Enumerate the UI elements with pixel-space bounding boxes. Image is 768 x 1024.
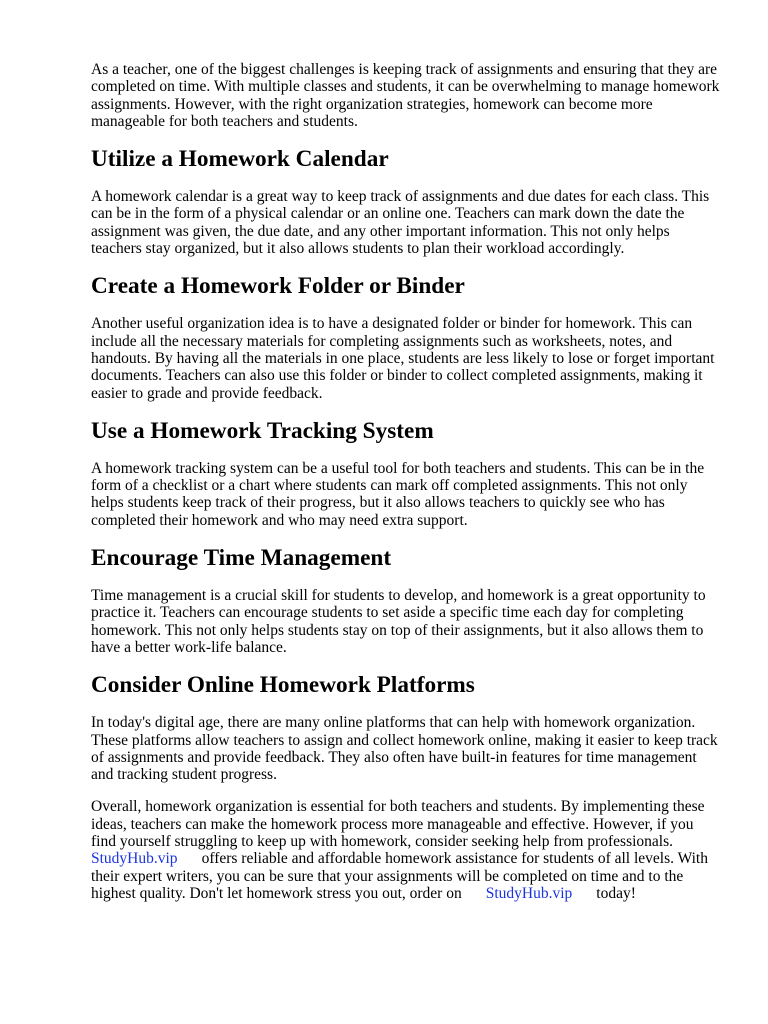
time-management-paragraph — [91, 587, 768, 656]
paragraph-line: These platforms allow teachers to assign and collect homework online, making it easier to keep track — [91, 731, 718, 749]
paragraph-line: teachers stay organized, but it also allows students to plan their workload accordingly. — [91, 240, 625, 258]
paragraph-line: As a teacher, one of the biggest challenges is keeping track of assignments and ensuring that they are — [91, 61, 718, 78]
paragraph-line: helps students keep track of their progress, but it also allows teachers to quickly see who has — [91, 494, 665, 512]
conclusion-paragraph — [91, 798, 768, 902]
paragraph-line: and tracking student progress. — [91, 766, 277, 784]
online-platforms-paragraph — [91, 714, 768, 783]
paragraph-line: form of a checklist or a chart where students can mark off completed assignments. This not only — [91, 477, 688, 495]
paragraph-line: can be in the form of a physical calendar or an online one. Teachers can mark down the date the — [91, 205, 685, 223]
paragraph-line: homework. This not only helps students stay on top of their assignments, but it also allows them to — [91, 621, 704, 639]
paragraph-line — [91, 885, 768, 902]
homework-calendar-paragraph — [91, 188, 768, 257]
studyhub-order-link[interactable]: StudyHub.vip — [485, 884, 573, 902]
paragraph-line: handouts. By having all the materials in one place, students are less likely to lose or forget important — [91, 349, 715, 367]
paragraph-line: Time management is a crucial skill for students to develop, and homework is a great opportunity to — [91, 587, 706, 605]
paragraph-line: have a better work-life balance. — [91, 638, 287, 656]
studyhub-link[interactable]: StudyHub.vip — [91, 850, 178, 868]
line-text: today! — [596, 884, 636, 902]
paragraph-line: Another useful organization idea is to have a designated folder or binder for homework. This can — [91, 315, 693, 333]
paragraph-line: practice it. Teachers can encourage students to set aside a specific time each day for completing — [91, 604, 684, 622]
paragraph-line: find yourself struggling to keep up with homework, consider seeking help from professionals. — [91, 833, 673, 851]
heading-online-platforms: Consider Online Homework Platforms — [91, 672, 475, 699]
paragraph-line: Overall, homework organization is essential for both teachers and students. By implementing these — [91, 798, 705, 816]
paragraph-line: In today's digital age, there are many online platforms that can help with homework organization. — [91, 714, 696, 732]
paragraph-line: easier to grade and provide feedback. — [91, 384, 323, 402]
paragraph-line: ideas, teachers can make the homework process more manageable and effective. However, if you — [91, 815, 694, 833]
paragraph-line: documents. Teachers can also use this folder or binder to collect completed assignments, making it — [91, 367, 703, 385]
paragraph-line: completed on time. With multiple classes and students, it can be overwhelming to manage homework — [91, 78, 720, 96]
heading-homework-calendar: Utilize a Homework Calendar — [91, 146, 389, 173]
paragraph-line: completed their homework and who may need extra support. — [91, 511, 468, 529]
paragraph-line: A homework tracking system can be a useful tool for both teachers and students. This can be in the — [91, 459, 705, 477]
paragraph-line: include all the necessary materials for completing assignments such as worksheets, notes, and — [91, 332, 673, 350]
paragraph-line — [91, 850, 768, 867]
paragraph-line: their expert writers, you can be sure that your assignments will be completed on time and to the — [91, 867, 684, 885]
paragraph-line: assignments. However, with the right organization strategies, homework can become more — [91, 95, 653, 113]
line-text: offers reliable and affordable homework assistance for students of all levels. With — [201, 850, 708, 868]
paragraph-line: A homework calendar is a great way to keep track of assignments and due dates for each class. This — [91, 188, 710, 206]
heading-tracking-system: Use a Homework Tracking System — [91, 417, 434, 444]
tracking-system-paragraph — [91, 460, 768, 529]
paragraph-line: of assignments and provide feedback. They also often have built-in features for time management — [91, 748, 697, 766]
homework-folder-paragraph — [91, 315, 768, 401]
heading-homework-folder: Create a Homework Folder or Binder — [91, 273, 465, 300]
line-text: highest quality. Don't let homework stress you out, order on — [91, 884, 462, 902]
intro-paragraph — [91, 61, 768, 130]
paragraph-line: manageable for both teachers and students. — [91, 112, 358, 130]
paragraph-line: assignment was given, the due date, and any other important information. This not only helps — [91, 222, 670, 240]
heading-time-management: Encourage Time Management — [91, 545, 392, 572]
